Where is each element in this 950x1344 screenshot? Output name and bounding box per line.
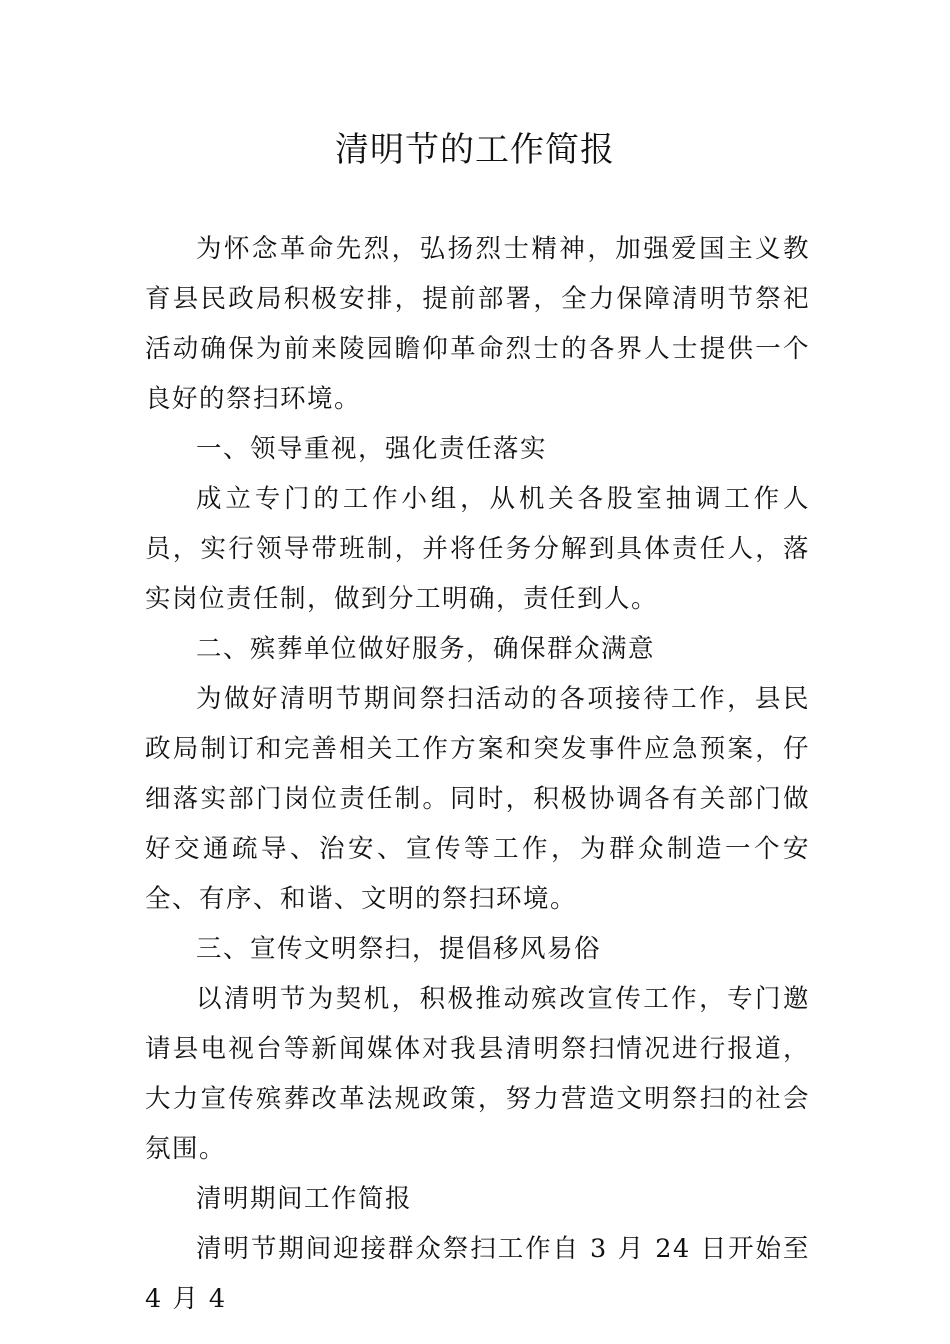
section-2-paragraph: 为做好清明节期间祭扫活动的各项接待工作，县民政局制订和完善相关工作方案和突发事件应急预案，仔细落实部门岗位责任制。同时，积极协调各有关部门做好交通疏导、治安、宣传等工作，为群众制造一个安全、有序、和谐、文明的祭扫环境。 [145,684,810,914]
intro-paragraph: 为怀念革命先烈，弘扬烈士精神，加强爱国主义教育县民政局积极安排，提前部署，全力保障清明节祭祀活动确保为前来陵园瞻仰革命烈士的各界人士提供一个良好的祭扫环境。 [145,234,810,414]
closing-paragraph: 清明节期间迎接群众祭扫工作自 3 月 24 日开始至 4 月 4 [145,1234,810,1314]
section-3-paragraph: 以清明节为契机，积极推动殡改宣传工作，专门邀请县电视台等新闻媒体对我县清明祭扫情况进行报道，大力宣传殡葬改革法规政策，努力营造文明祭扫的社会氛围。 [145,984,810,1164]
section-heading-1: 一、领导重视，强化责任落实 [196,434,548,464]
document-body [145,224,810,1324]
section-1-paragraph: 成立专门的工作小组，从机关各股室抽调工作人员，实行领导带班制，并将任务分解到具体责任人，落实岗位责任制，做到分工明确，责任到人。 [145,484,810,614]
section-heading-3: 三、宣传文明祭扫，提倡移风易俗 [196,934,602,964]
document-title: 清明节的工作简报 [335,130,615,170]
section-heading-2: 二、殡葬单位做好服务，确保群众满意 [196,634,656,664]
subtitle-heading: 清明期间工作简报 [196,1184,413,1214]
